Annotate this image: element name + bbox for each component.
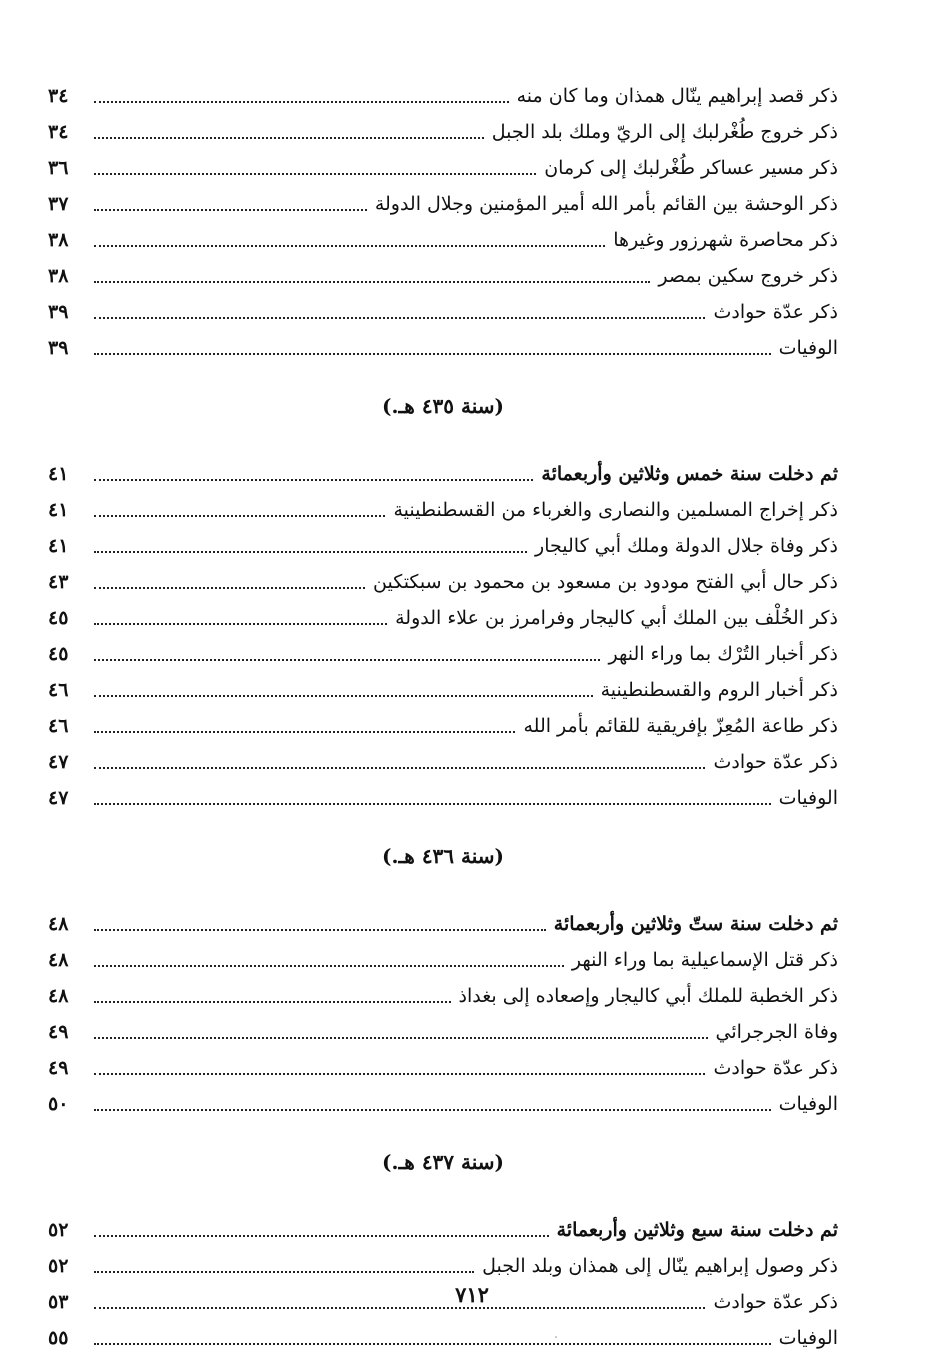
dot-leader — [94, 515, 385, 517]
entry-title: ثم دخلت سنة سبع وثلاثين وأربعمائة — [556, 1219, 838, 1241]
entry-page-number: ٣٩ — [48, 337, 69, 359]
toc-entry — [48, 631, 838, 667]
table-of-contents — [48, 73, 838, 1351]
entry-page-number: ٤٩ — [48, 1057, 69, 1079]
dot-leader — [94, 1109, 771, 1111]
entry-page-number: ٤٦ — [48, 679, 69, 701]
entry-page-number: ٤٦ — [48, 715, 69, 737]
dot-leader — [94, 209, 367, 211]
dot-leader — [94, 173, 536, 175]
entry-page-number: ٤٧ — [48, 751, 69, 773]
entry-title: ذكر أخبار الروم والقسطنطينية — [600, 679, 838, 701]
entry-page-number: ٣٧ — [48, 193, 69, 215]
toc-entry — [48, 145, 838, 181]
toc-entry — [48, 1315, 838, 1351]
toc-entry — [48, 253, 838, 289]
dot-leader — [94, 803, 771, 805]
entry-page-number: ٣٨ — [48, 229, 69, 251]
dot-leader — [94, 101, 509, 103]
entry-title: ذكر وفاة جلال الدولة وملك أبي كاليجار — [535, 535, 838, 557]
dot-leader — [94, 1001, 451, 1003]
entry-page-number: ٣٦ — [48, 157, 69, 179]
toc-entry — [48, 1045, 838, 1081]
toc-entry — [48, 73, 838, 109]
toc-entry — [48, 703, 838, 739]
entry-page-number: ٥٥ — [48, 1327, 69, 1349]
entry-page-number: ٥٢ — [48, 1255, 69, 1277]
entry-page-number: ٥٠ — [48, 1093, 69, 1115]
entry-title: ذكر محاصرة شهرزور وغيرها — [613, 229, 838, 251]
toc-entry — [48, 559, 838, 595]
entry-title: ذكر الوحشة بين القائم بأمر الله أمير المؤمنين وجلال الدولة — [374, 193, 838, 215]
entry-title: ذكر عدّة حوادث — [713, 301, 838, 323]
entry-title: الوفيات — [778, 1327, 838, 1349]
entry-page-number: ٤٩ — [48, 1021, 69, 1043]
entry-page-number: ٤٥ — [48, 643, 69, 665]
year-heading: (سنة ٤٣٥ هـ.) — [382, 394, 504, 418]
entry-page-number: ٤٧ — [48, 787, 69, 809]
toc-entry — [48, 1009, 838, 1045]
dot-leader — [94, 245, 605, 247]
entry-title: ذكر خروج طُغْرلبك إلى الريّ وملك بلد الجبل — [491, 121, 838, 143]
dot-leader — [94, 353, 771, 355]
dot-leader — [94, 1073, 705, 1075]
dot-leader — [94, 137, 484, 139]
entry-page-number: ٣٨ — [48, 265, 69, 287]
toc-entry — [48, 109, 838, 145]
toc-entry — [48, 901, 838, 937]
dot-leader — [94, 1037, 708, 1039]
entry-title: ذكر عدّة حوادث — [713, 1291, 838, 1313]
toc-entry — [48, 1207, 838, 1243]
dot-leader — [94, 929, 546, 931]
dot-leader — [94, 659, 600, 661]
dot-leader — [94, 1343, 771, 1345]
toc-entry — [48, 1243, 838, 1279]
entry-title: ذكر وصول إبراهيم ينّال إلى همذان وبلد الجبل — [482, 1255, 838, 1277]
entry-title: وفاة الجرجرائي — [715, 1021, 838, 1043]
entry-title: ثم دخلت سنة خمس وثلاثين وأربعمائة — [541, 463, 838, 485]
entry-title: الوفيات — [778, 337, 838, 359]
toc-entry — [48, 937, 838, 973]
entry-page-number: ٤١ — [48, 535, 69, 557]
entry-title: ذكر قصد إبراهيم ينّال همذان وما كان منه — [516, 85, 838, 107]
dot-leader — [94, 1235, 549, 1237]
entry-title: ذكر مسير عساكر طُغْرلبك إلى كرمان — [544, 157, 838, 179]
entry-title: الوفيات — [778, 1093, 838, 1115]
dot-leader — [94, 731, 515, 733]
year-heading: (سنة ٤٣٦ هـ.) — [382, 844, 504, 868]
toc-entry — [48, 667, 838, 703]
page-number: ٧١٢ — [455, 1282, 489, 1307]
entry-title: ذكر أخبار التُرْك بما وراء النهر — [608, 643, 838, 665]
entry-page-number: ٣٤ — [48, 85, 69, 107]
dot-leader — [94, 479, 533, 481]
entry-title: الوفيات — [778, 787, 838, 809]
entry-title: ذكر قتل الإسماعيلية بما وراء النهر — [571, 949, 838, 971]
entry-page-number: ٤٥ — [48, 607, 69, 629]
toc-entry — [48, 451, 838, 487]
toc-entry — [48, 775, 838, 811]
entry-title: ذكر طاعة المُعِزّ بإفريقية للقائم بأمر الله — [523, 715, 838, 737]
entry-page-number: ٤١ — [48, 463, 69, 485]
entry-title: ذكر خروج سكين بمصر — [658, 265, 838, 287]
dot-leader — [94, 317, 705, 319]
toc-entry — [48, 181, 838, 217]
entry-page-number: ٤٨ — [48, 985, 69, 1007]
entry-page-number: ٤٣ — [48, 571, 69, 593]
dot-leader — [94, 623, 387, 625]
toc-entry — [48, 1081, 838, 1117]
entry-title: ذكر إخراج المسلمين والنصارى والغرباء من القسطنطينية — [393, 499, 838, 521]
dot-leader — [94, 1271, 474, 1273]
entry-title: ذكر الخُلْف بين الملك أبي كاليجار وفرامرز بن علاء الدولة — [395, 607, 838, 629]
dot-leader — [94, 695, 593, 697]
toc-entry — [48, 325, 838, 361]
dot-leader — [94, 965, 564, 967]
dot-leader — [94, 281, 650, 283]
toc-entry — [48, 289, 838, 325]
entry-title: ذكر عدّة حوادث — [713, 751, 838, 773]
dot-leader — [94, 1307, 705, 1309]
year-heading: (سنة ٤٣٧ هـ.) — [382, 1150, 504, 1174]
entry-page-number: ٣٩ — [48, 301, 69, 323]
entry-page-number: ٥٣ — [48, 1291, 69, 1313]
entry-page-number: ٤٨ — [48, 949, 69, 971]
entry-page-number: ٥٢ — [48, 1219, 69, 1241]
entry-title: ذكر عدّة حوادث — [713, 1057, 838, 1079]
entry-page-number: ٤١ — [48, 499, 69, 521]
dot-leader — [94, 587, 365, 589]
toc-entry — [48, 739, 838, 775]
entry-page-number: ٣٤ — [48, 121, 69, 143]
toc-entry — [48, 523, 838, 559]
entry-title: ذكر الخطبة للملك أبي كاليجار وإصعاده إلى بغداذ — [458, 985, 838, 1007]
dot-leader — [94, 767, 705, 769]
toc-entry — [48, 973, 838, 1009]
entry-title: ثم دخلت سنة ستّ وثلاثين وأربعمائة — [553, 913, 838, 935]
entry-title: ذكر حال أبي الفتح مودود بن مسعود بن محمود بن سبكتكين — [373, 571, 838, 593]
entry-page-number: ٤٨ — [48, 913, 69, 935]
dot-leader — [94, 551, 527, 553]
toc-entry — [48, 487, 838, 523]
toc-entry — [48, 595, 838, 631]
scan-speck — [555, 1336, 557, 1338]
toc-entry — [48, 217, 838, 253]
